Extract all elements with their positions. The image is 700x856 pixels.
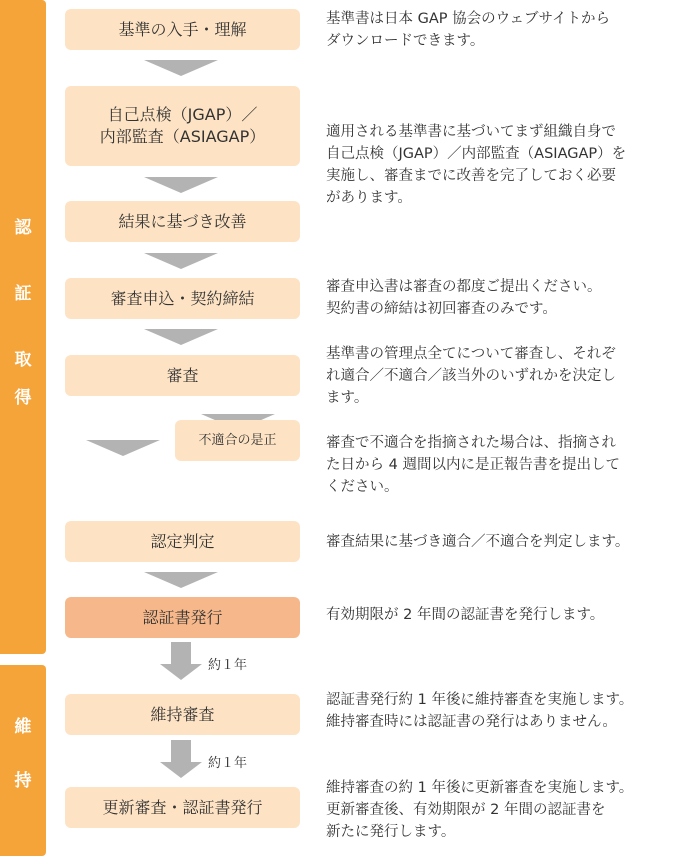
step-renewal-audit: 更新審査・認証書発行: [65, 787, 300, 828]
description-line: 実施し、審査までに改善を完了しておく必要: [326, 168, 616, 184]
step-standard-acquisition: 基準の入手・理解: [65, 9, 300, 50]
description-maintenance: [326, 689, 698, 733]
description-line: 適用される基準書に基づいてまず組織自身で: [326, 124, 616, 140]
flow-arrow: [144, 329, 218, 345]
step-certification-decision: 認定判定: [65, 521, 300, 562]
description-line: 審査結果に基づき適合／不適合を判定します。: [326, 534, 630, 550]
description-line: 新たに発行します。: [326, 824, 456, 840]
phase-bar-certification: [0, 0, 46, 654]
phase-char: 持: [14, 771, 32, 791]
step-label-line: 自己点検（JGAP）／: [107, 105, 258, 124]
description-line: 更新審査後、有効期限が 2 年間の認証書を: [326, 802, 606, 818]
flow-arrow: [144, 177, 218, 193]
flow-arrow: [144, 60, 218, 76]
description-line: 維持審査の約 1 年後に更新審査を実施します。: [326, 780, 634, 796]
description-correction: [326, 432, 698, 498]
description-audit: [326, 343, 698, 409]
flow-arrow: [144, 572, 218, 588]
description-decision: [326, 531, 698, 553]
step-maintenance-audit: 維持審査: [65, 694, 300, 735]
interval-arrow: [160, 642, 202, 682]
phase-char: 得: [14, 388, 32, 408]
phase-char: 認: [14, 218, 32, 238]
description-line: ください。: [326, 479, 399, 495]
step-audit: 審査: [65, 355, 300, 396]
description-line: 有効期限が 2 年間の認証書を発行します。: [326, 607, 605, 623]
phase-bar-maintenance: [0, 665, 46, 856]
step-certificate-issuance: 認証書発行: [65, 597, 300, 638]
interval-label: 約１年: [208, 658, 248, 673]
interval-arrow: [160, 740, 202, 780]
description-standard: [326, 8, 698, 52]
step-label-line: 内部監査（ASIAGAP）: [99, 127, 266, 146]
step-self-inspection: [65, 86, 300, 166]
phase-char: 証: [14, 284, 32, 304]
description-line: 認証書発行約 1 年後に維持審査を実施します。: [326, 692, 634, 708]
description-line: た日から 4 週間以内に是正報告書を提出して: [326, 457, 620, 473]
step-improvement: 結果に基づき改善: [65, 201, 300, 242]
description-line: 基準書の管理点全てについて審査し、それぞ: [326, 346, 616, 362]
description-line: 自己点検（JGAP）／内部監査（ASIAGAP）を: [326, 146, 627, 162]
description-line: 維持審査時には認証書の発行はありません。: [326, 714, 617, 730]
description-line: 審査申込書は審査の都度ご提出ください。: [326, 279, 602, 295]
description-line: れ適合／不適合／該当外のいずれかを決定し: [326, 368, 616, 384]
description-line: ダウンロードできます。: [326, 33, 485, 49]
description-renewal: [326, 777, 698, 843]
description-line: 基準書は日本 GAP 協会のウェブサイトから: [326, 11, 611, 27]
description-line: 審査で不適合を指摘された場合は、指摘され: [326, 435, 616, 451]
description-line: ます。: [326, 390, 369, 406]
flow-arrow-left: [86, 440, 160, 456]
step-application-contract: 審査申込・契約締結: [65, 278, 300, 319]
description-self-inspection: [326, 121, 698, 209]
description-application: [326, 276, 698, 320]
description-issuance: [326, 604, 698, 626]
phase-char: 維: [14, 717, 32, 737]
step-nonconformity-correction: 不適合の是正: [175, 420, 300, 461]
description-line: 契約書の締結は初回審査のみです。: [326, 301, 557, 317]
interval-label: 約１年: [208, 756, 248, 771]
phase-char: 取: [14, 350, 32, 370]
description-line: があります。: [326, 190, 412, 206]
flow-arrow: [144, 253, 218, 269]
